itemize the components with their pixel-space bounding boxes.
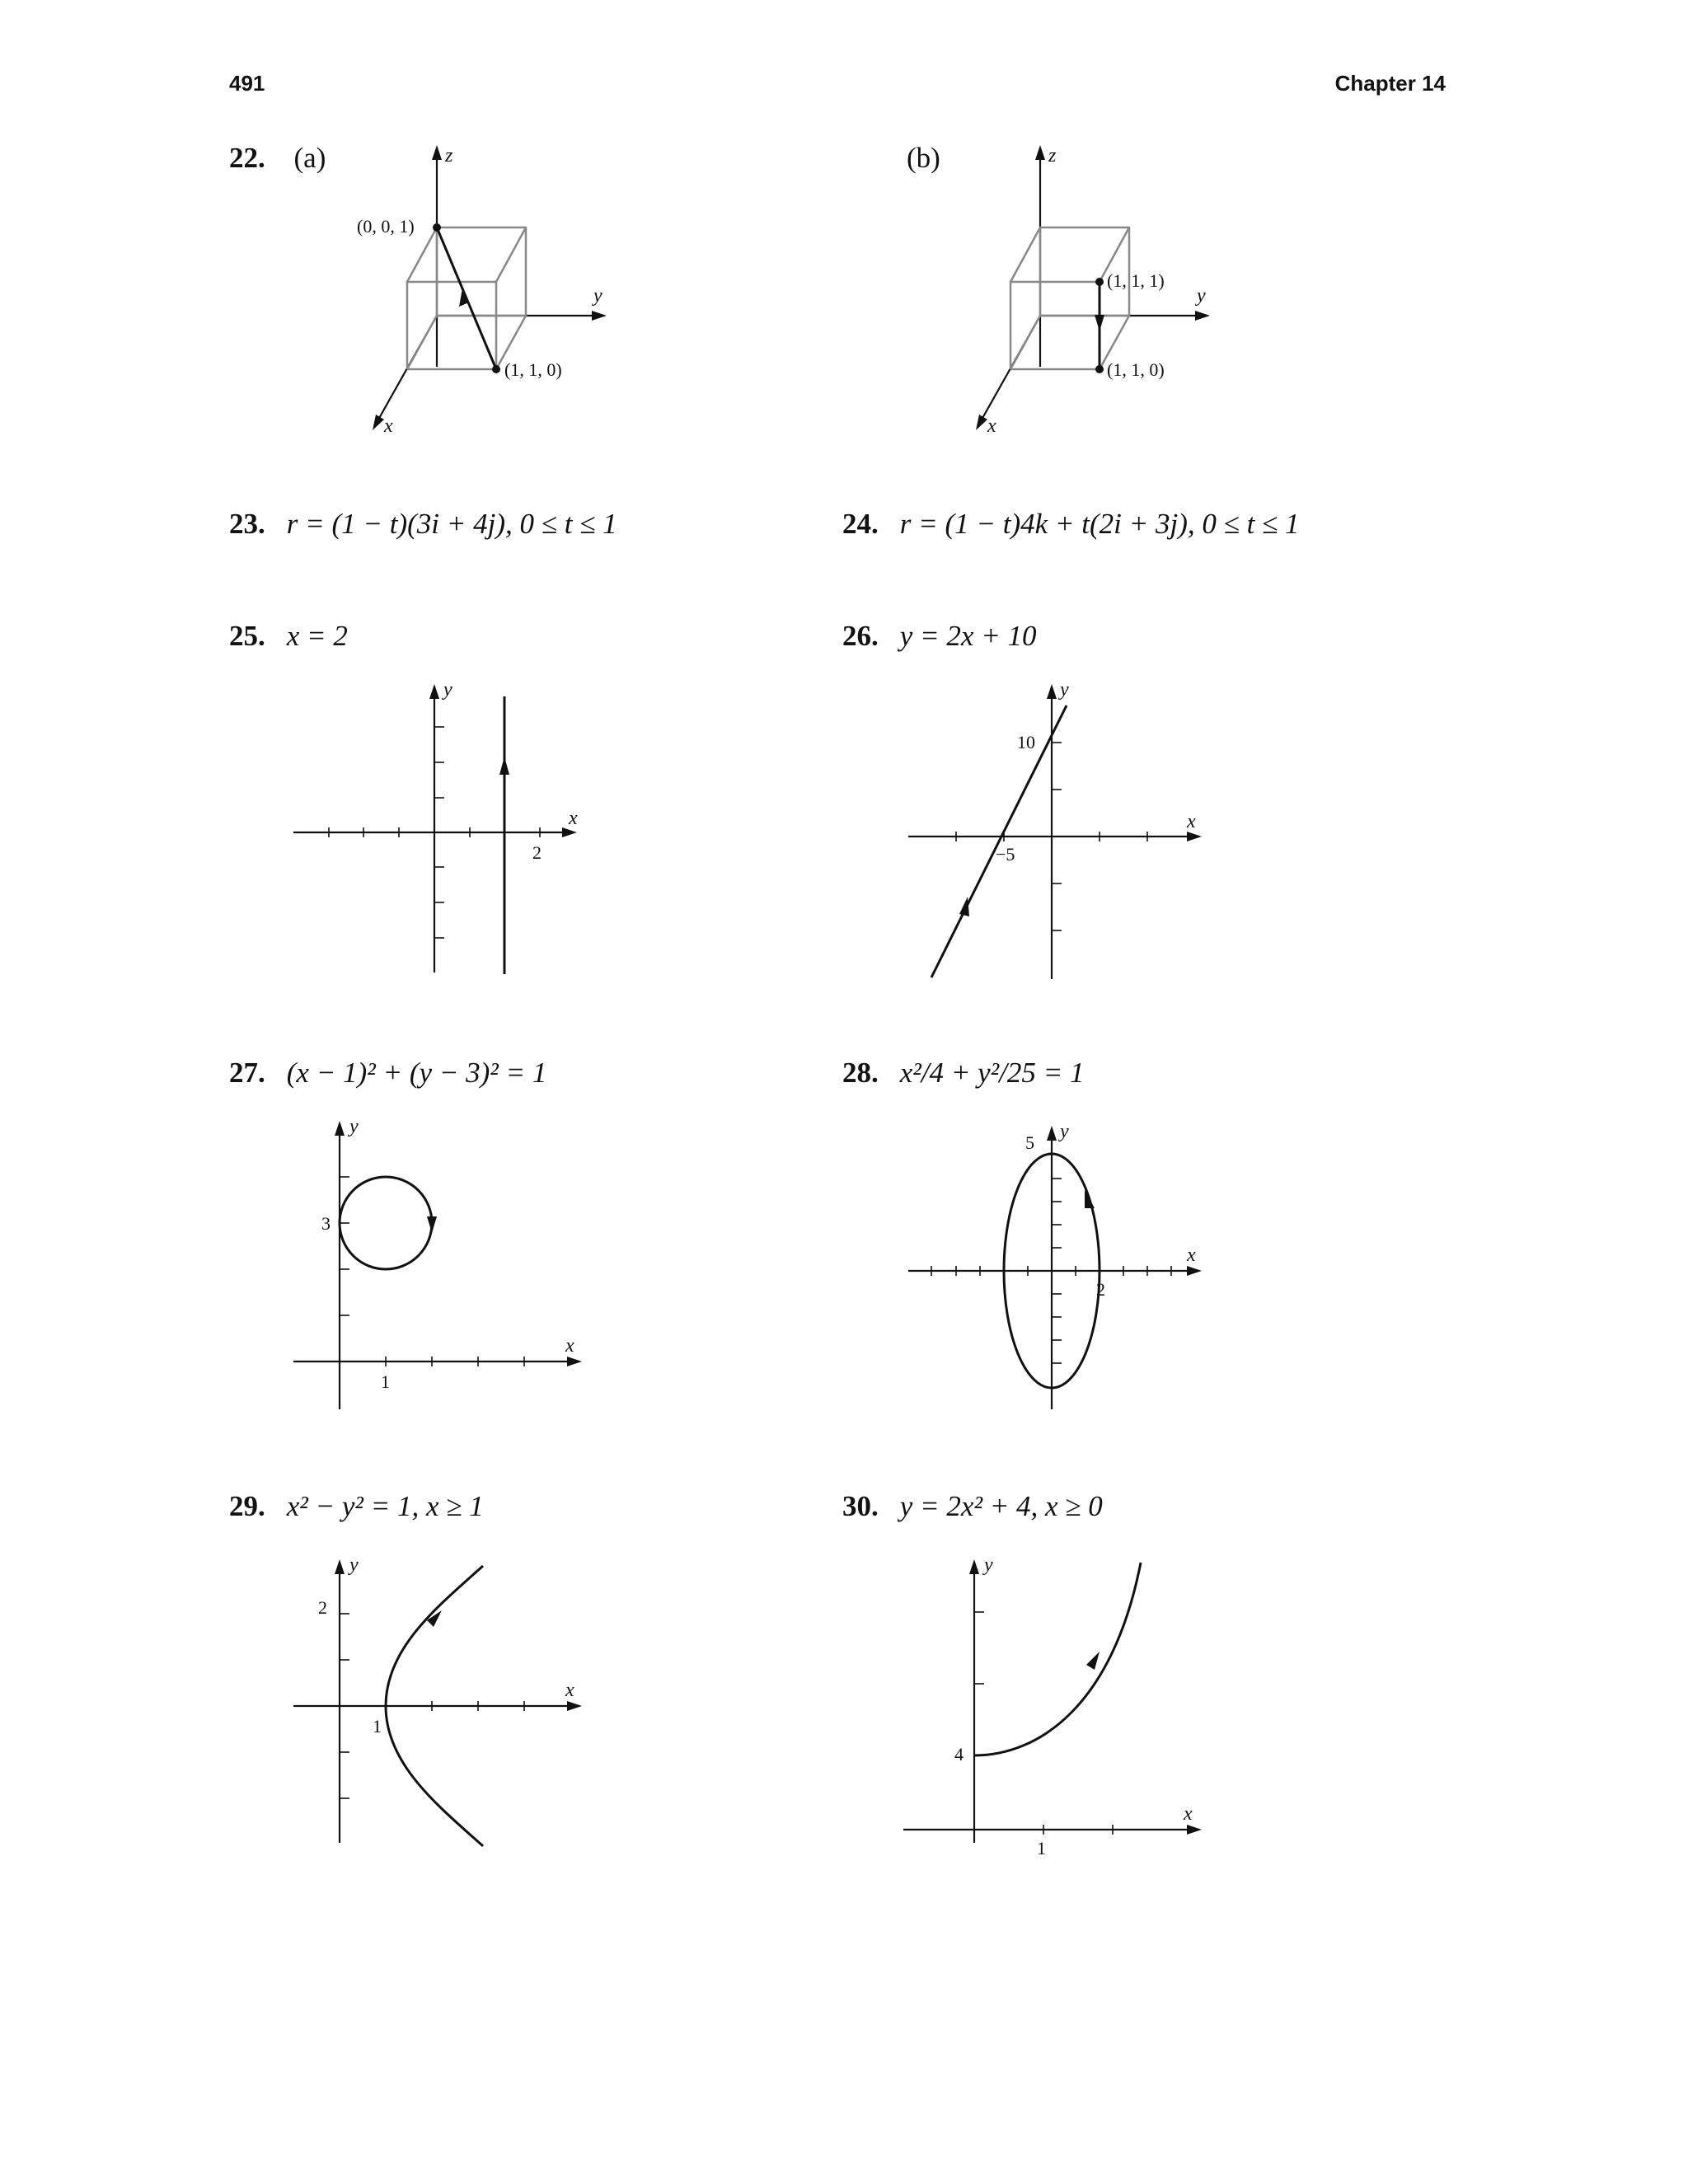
equation: (x − 1)² + (y − 3)² = 1 <box>286 1057 547 1089</box>
equation: y = 2x² + 4, x ≥ 0 <box>899 1490 1103 1522</box>
tick-label-x: 1 <box>381 1371 390 1392</box>
tick-label-x: 1 <box>373 1716 382 1736</box>
problem-30: 30. y = 2x² + 4, x ≥ 0 <box>842 1490 1103 1522</box>
svg-text:y: y <box>349 1116 359 1137</box>
problem-27: 27. (x − 1)² + (y − 3)² = 1 <box>229 1057 547 1089</box>
point-start-label: (1, 1, 1) <box>1107 270 1165 291</box>
part-b-label: (b) <box>907 142 940 174</box>
svg-text:y: y <box>984 1554 993 1576</box>
tick-label-y: 10 <box>1017 732 1035 752</box>
chapter-title: Chapter 14 <box>1334 71 1446 96</box>
point-start-label: (1, 1, 0) <box>504 359 562 380</box>
svg-text:y: y <box>1060 679 1069 701</box>
problem-25: 25. x = 2 <box>229 620 348 652</box>
svg-text:y: y <box>1197 285 1206 307</box>
tick-label-x: −5 <box>996 844 1015 865</box>
svg-text:z: z <box>1048 145 1057 166</box>
equation: r = (1 − t)(3i + 4j), 0 ≤ t ≤ 1 <box>286 508 617 540</box>
problem-28: 28. x²/4 + y²/25 = 1 <box>842 1057 1085 1089</box>
tick-label-y: 2 <box>318 1597 327 1618</box>
tick-label-y: 3 <box>321 1213 331 1234</box>
y-ticks <box>974 1612 984 1684</box>
svg-text:x: x <box>569 808 578 829</box>
y-label: y <box>593 285 603 307</box>
parabola-curve <box>974 1563 1141 1755</box>
page-number: 491 <box>229 71 265 96</box>
problem-23: 23. r = (1 − t)(3i + 4j), 0 ≤ t ≤ 1 <box>229 508 617 540</box>
tick-label: 2 <box>532 842 542 863</box>
part-a-label: (a) <box>293 142 326 174</box>
point-end-label: (0, 0, 1) <box>357 216 415 237</box>
equation: r = (1 − t)4k + t(2i + 3j), 0 ≤ t ≤ 1 <box>899 508 1300 540</box>
problem-24: 24. r = (1 − t)4k + t(2i + 3j), 0 ≤ t ≤ 1 <box>842 508 1300 540</box>
tick-label-y: 4 <box>954 1744 964 1765</box>
z-label: z <box>445 145 453 166</box>
problem-26: 26. y = 2x + 10 <box>842 620 1037 652</box>
svg-text:x: x <box>1187 1244 1196 1266</box>
svg-text:x: x <box>565 1680 574 1701</box>
svg-text:y: y <box>443 679 452 701</box>
problem-29: 29. x² − y² = 1, x ≥ 1 <box>229 1490 484 1522</box>
equation: x² − y² = 1, x ≥ 1 <box>286 1490 484 1522</box>
svg-text:x: x <box>1187 811 1196 832</box>
svg-text:y: y <box>1060 1121 1069 1142</box>
tick-label-y: 5 <box>1025 1132 1034 1153</box>
svg-text:y: y <box>349 1554 359 1576</box>
problem-number: 22. <box>229 142 265 174</box>
equation: y = 2x + 10 <box>899 620 1037 652</box>
svg-text:x: x <box>987 415 996 437</box>
tick-label-x: 2 <box>1096 1279 1105 1300</box>
x-label: x <box>384 415 393 437</box>
equation: x²/4 + y²/25 = 1 <box>899 1057 1085 1089</box>
equation: x = 2 <box>286 620 348 652</box>
point-end-label: (1, 1, 0) <box>1107 359 1165 380</box>
svg-text:x: x <box>565 1335 574 1357</box>
tick-label-x: 1 <box>1037 1838 1046 1858</box>
svg-text:x: x <box>1184 1803 1193 1825</box>
